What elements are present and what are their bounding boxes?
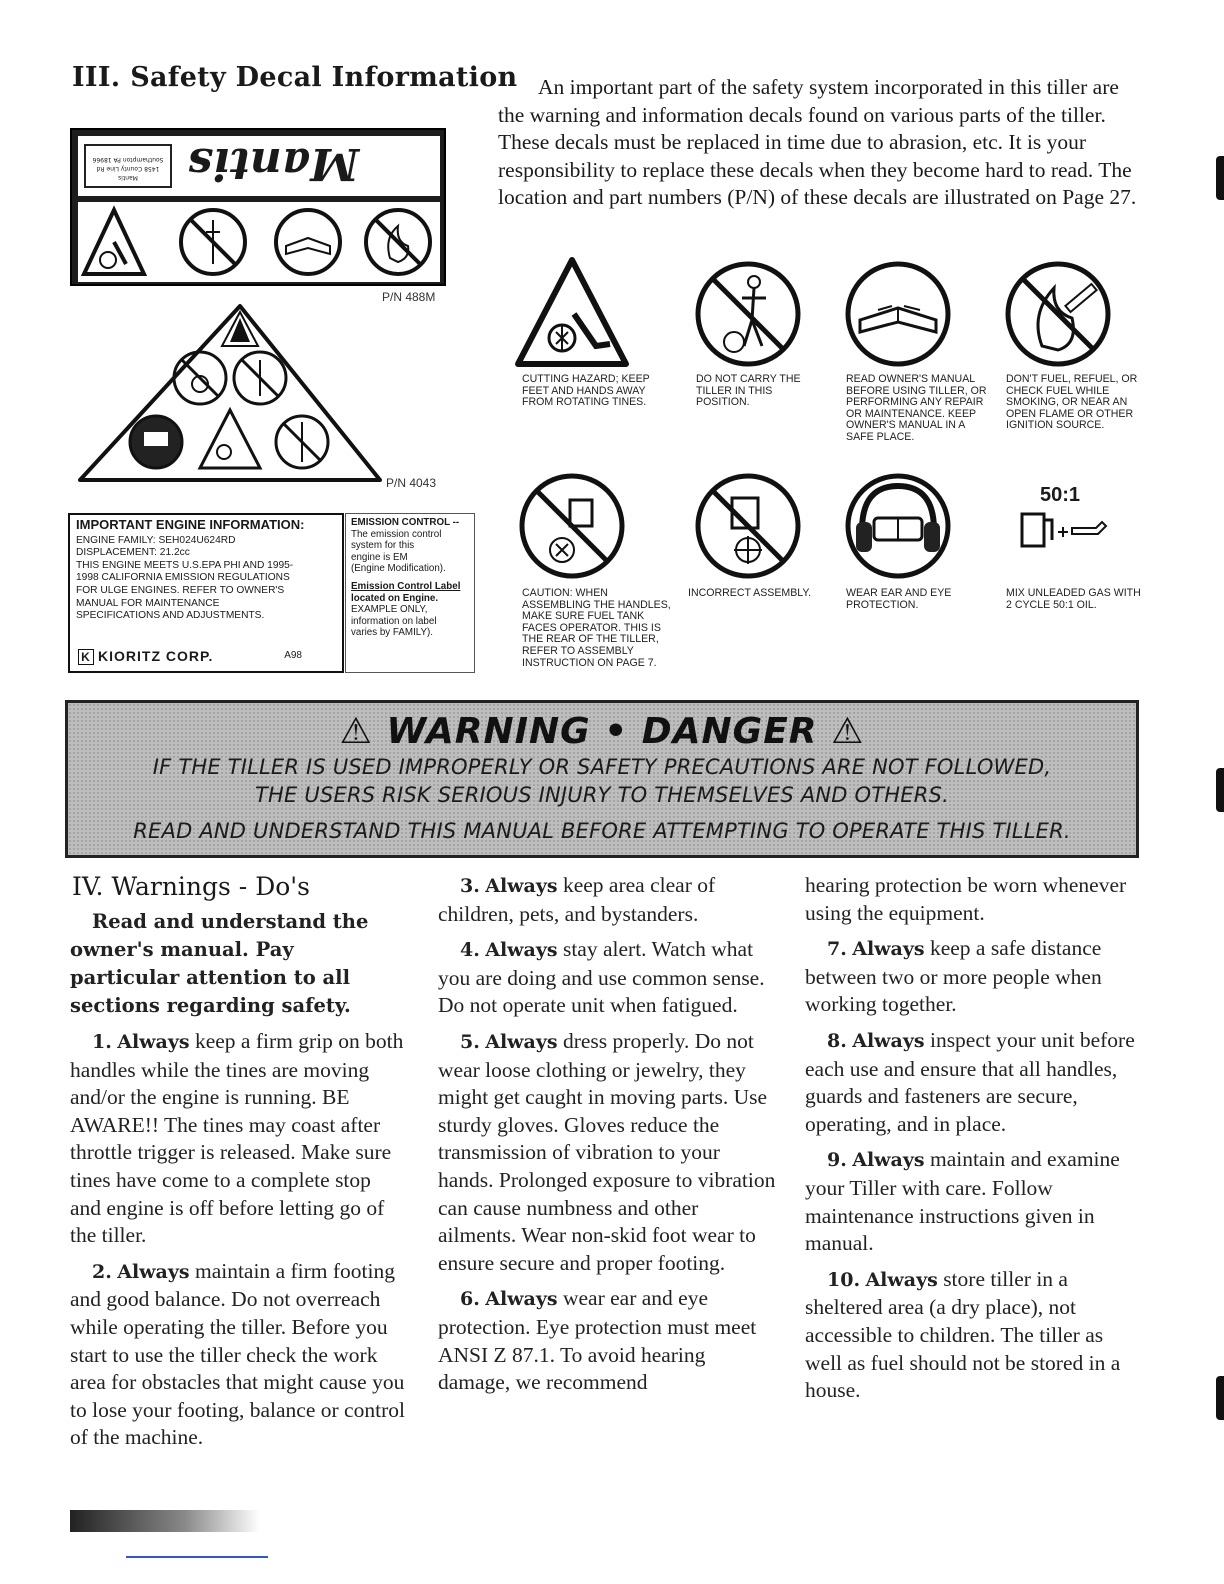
warnings-column-1 [70,908,406,1460]
fuel-ratio-label: 50:1 [1040,484,1081,506]
no-fuel-smoking-icon [1002,258,1114,370]
banner-heading: ⚠ WARNING • DANGER ⚠ [339,711,865,752]
warnings-column-2 [438,872,778,1405]
icon-caption: READ OWNER'S MANUAL BEFORE USING TILLER, OR PERFORMING ANY REPAIR OR MAINTENANCE. KEEP OWNER'S MANUAL IN A SAFE PLACE. [846,373,987,443]
decal-small-label: Mantis 1458 County Line Rd Southampton PA 18966 [84,144,172,188]
engine-info-line: DISPLACEMENT: 21.2cc [76,547,190,559]
engine-info-code: A98 [284,650,302,662]
engine-info-line: SPECIFICATIONS AND ADJUSTMENTS. [76,610,265,622]
engine-info-heading: IMPORTANT ENGINE INFORMATION: [76,517,305,532]
cutting-hazard-icon [84,210,144,274]
warning-item-2: 2. Always maintain a firm footing and good balance. Do not overreach while operating the tiller. Before you start to use the tiller check the work area for obstacles that might cause you to lose your footing, balance or control of the machine. [70,1258,405,1450]
banner-line: READ AND UNDERSTAND THIS MANUAL BEFORE ATTEMPTING TO OPERATE THIS TILLER. [133,819,1071,843]
emission-line: engine is EM [351,551,408,563]
icon-caption: CAUTION: WHEN ASSEMBLING THE HANDLES, MAKE SURE FUEL TANK FACES OPERATOR. THIS IS THE REAR OF THE TILLER, REFER TO ASSEMBLY INSTRUCTION ON PAGE 7. [522,587,671,669]
engine-info-line: THIS ENGINE MEETS U.S.EPA PHI AND 1995- [76,559,294,571]
do-not-carry-icon [692,258,804,370]
warning-item-6-continued: hearing protection be worn whenever using the equipment. [805,873,1127,925]
emission-label-line: EXAMPLE ONLY, [351,604,428,616]
decal-4043 [72,298,392,498]
warnings-lead: Read and understand the owner's manual. Pay particular attention to all sections regarding safety. [70,910,369,1017]
emission-label-line: varies by FAMILY). [351,627,434,639]
icon-caption: DON'T FUEL, REFUEL, OR CHECK FUEL WHILE SMOKING, OR NEAR AN OPEN FLAME OR OTHER IGNITION SOURCE. [1006,373,1138,432]
emission-heading: EMISSION CONTROL -- [351,517,460,528]
caution-assembling-icon [516,470,628,582]
emission-line: The emission control [351,528,442,540]
engine-info-line: MANUAL FOR MAINTENANCE [76,597,220,609]
warning-triangle-icon: ⚠ [339,711,373,752]
decal-4043-part-number: P/N 4043 [386,476,437,490]
icon-caption: DO NOT CARRY THE TILLER IN THIS POSITION. [696,373,801,409]
no-fire-icon [366,210,430,274]
section-4-title: IV. Warnings - Do's [72,872,311,901]
ear-eye-protection-small-icon [130,416,182,468]
warning-danger-banner [65,700,1139,858]
banner-line: THE USERS RISK SERIOUS INJURY TO THEMSELVES AND OTHERS. [255,783,949,807]
decal-488m-part-number: P/N 488M [382,290,436,304]
engine-info-line: FOR ULGE ENGINES. REFER TO OWNER'S [76,584,285,596]
warnings-column-3 [805,872,1145,1413]
section-3-title: III. Safety Decal Information [72,62,518,93]
cutting-hazard-icon [512,254,632,370]
binding-mark [1216,156,1224,200]
read-manual-icon [276,210,340,274]
ear-eye-protection-icon [842,470,954,582]
section-3-intro: An important part of the safety system incorporated in this tiller are the warning and information decals found on various parts of the tiller. These decals must be replaced in time due to abrasion, etc. It is your responsibility to replace these decals when they become hard to read. The location and part numbers (P/N) of these decals are illustrated on Page 27. [498,75,1137,209]
engine-info-label [68,513,344,673]
no-carry-icon [181,210,245,274]
emission-control-note [345,513,475,673]
emission-line: (Engine Modification). [351,563,446,575]
engine-info-line: 1998 CALIFORNIA EMISSION REGULATIONS [76,572,290,584]
warning-item-8: 8. Always inspect your unit before each use and ensure that all handles, guards and fasteners are secure, operating, and in place. [805,1027,1135,1136]
banner-line: IF THE TILLER IS USED IMPROPERLY OR SAFETY PRECAUTIONS ARE NOT FOLLOWED, [152,755,1052,779]
decal-488m [70,128,446,286]
warning-item-9: 9. Always maintain and examine your Tiller with care. Follow maintenance instructions given in manual. [805,1147,1120,1256]
emission-line: system for this [351,540,415,552]
warning-item-1: 1. Always keep a firm grip on both handles while the tines are moving and/or the engine is running. BE AWARE!! The tines may coast after throttle trigger is released. Make sure tines have come to a complete stop and engine is off before letting go of the tiller. [70,1029,404,1248]
warning-item-7: 7. Always keep a safe distance between two or more people when working together. [805,936,1102,1017]
emission-label-line: located on Engine. [351,592,439,604]
binding-mark [1216,1376,1224,1420]
warning-item-3: 3. Always keep area clear of children, pets, and bystanders. [438,873,716,926]
incorrect-assembly-icon [692,470,804,582]
warning-triangle-icon: ⚠ [831,711,865,752]
icon-caption: INCORRECT ASSEMBLY. [688,587,812,599]
emission-label-title: Emission Control Label [351,580,461,592]
warning-item-6: 6. Always wear ear and eye protection. Eye protection must meet ANSI Z 87.1. To avoid hearing damage, we recommend [438,1286,757,1395]
warning-item-5: 5. Always dress properly. Do not wear loose clothing or jewelry, they might get caught in moving parts. Use sturdy gloves. Gloves reduce the transmission of vibration to your hands. Prolonged exposure to vibration can cause numbness and other ailments. Wear non-skid foot wear to ensure secure and proper footing. [438,1028,776,1275]
kioritz-logo: K KIORITZ CORP. [78,649,213,665]
read-manual-icon [842,258,954,370]
binding-mark [1216,768,1224,812]
icon-caption: MIX UNLEADED GAS WITH 2 CYCLE 50:1 OIL. [1006,587,1141,611]
decal-brand-logo: Mantis [188,138,360,189]
icon-caption: CUTTING HAZARD; KEEP FEET AND HANDS AWAY FROM ROTATING TINES. [522,373,650,409]
emission-label-line: information on label [351,615,437,627]
footer-rule [126,1556,268,1558]
engine-info-line: ENGINE FAMILY: SEH024U624RD [76,534,236,546]
warning-item-10: 10. Always store tiller in a sheltered area (a dry place), not accessible to children. The tiller as well as fuel should not be stored in a house. [805,1266,1121,1403]
page-number-bar [70,1510,260,1532]
icon-caption: WEAR EAR AND EYE PROTECTION. [846,587,952,611]
warning-item-4: 4. Always stay alert. Watch what you are doing and use common sense. Do not operate unit when fatigued. [438,937,765,1018]
